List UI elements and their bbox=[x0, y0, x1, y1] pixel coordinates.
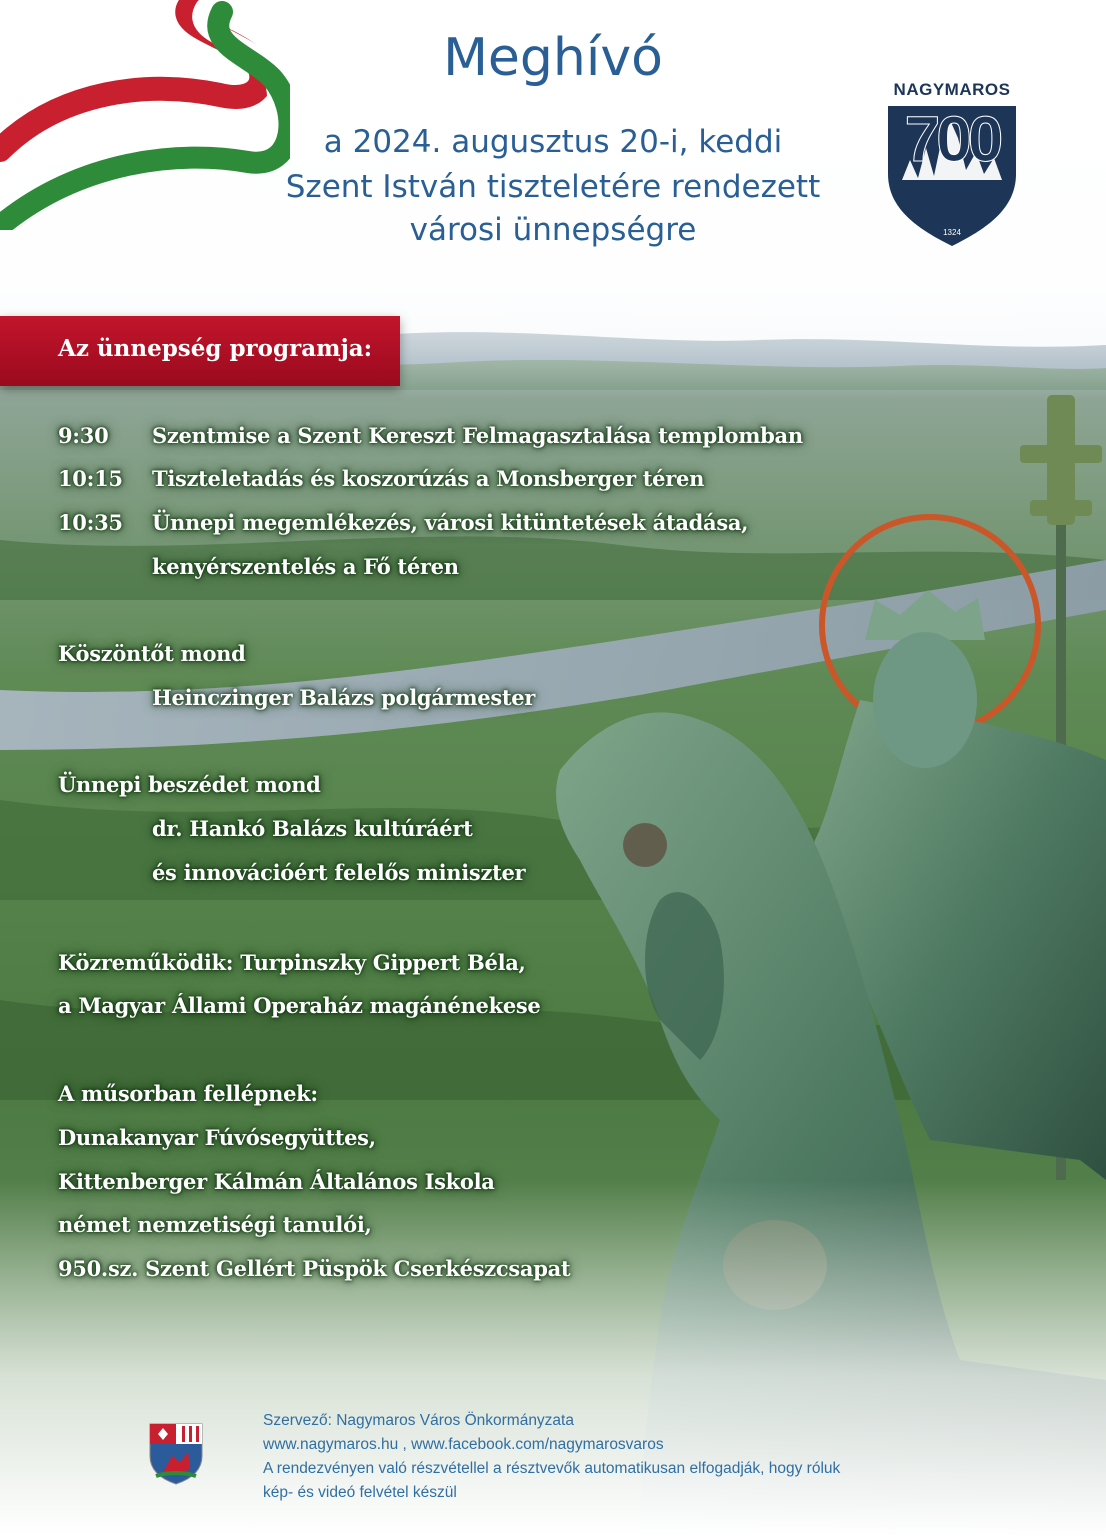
speech-person-line2: és innovációért felelős miniszter bbox=[152, 860, 526, 885]
performer-item-1: Dunakanyar Fúvósegyüttes, bbox=[58, 1125, 376, 1150]
featuring-line1: Közreműködik: Turpinszky Gippert Béla, bbox=[58, 950, 526, 975]
performer-item-4: 950.sz. Szent Gellért Püspök Cserkészcsapat bbox=[58, 1256, 571, 1281]
greeting-label: Köszöntőt mond bbox=[58, 641, 246, 666]
logo-number: 700 bbox=[904, 103, 1000, 175]
performers-label: A műsorban fellépnek: bbox=[58, 1081, 318, 1106]
logo-city-name: NAGYMAROS bbox=[893, 80, 1011, 99]
performer-item-2: Kittenberger Kálmán Általános Iskola bbox=[58, 1169, 495, 1194]
invitation-title: Meghívó bbox=[443, 28, 663, 88]
logo-year: 1324 bbox=[943, 228, 961, 237]
program-text-1: Szentmise a Szent Kereszt Felmagasztalása templomban bbox=[152, 423, 803, 448]
footer-links[interactable]: www.nagymaros.hu , www.facebook.com/nagymarosvaros bbox=[263, 1436, 664, 1453]
program-heading-banner bbox=[0, 316, 400, 386]
event-date-line: a 2024. augusztus 20-i, keddi bbox=[323, 124, 783, 160]
program-time-2: 10:15 bbox=[58, 466, 123, 491]
program-time-1: 9:30 bbox=[58, 423, 109, 448]
program-time-3: 10:35 bbox=[58, 510, 123, 535]
program-heading: Az ünnepség programja: bbox=[58, 335, 373, 362]
event-purpose-line: Szent István tiszteletére rendezett bbox=[285, 169, 821, 205]
performer-item-3: német nemzetiségi tanulói, bbox=[58, 1212, 372, 1237]
program-text-3: Ünnepi megemlékezés, városi kitüntetések átadása, bbox=[152, 510, 749, 535]
speech-person-line1: dr. Hankó Balázs kultúráért bbox=[152, 816, 473, 841]
footer-organizer: Szervező: Nagymaros Város Önkormányzata bbox=[263, 1412, 574, 1429]
greeting-person: Heinczinger Balázs polgármester bbox=[152, 685, 536, 710]
footer-notice-line1: A rendezvényen való részvétellel a résztvevők automatikusan elfogadják, hogy róluk bbox=[263, 1460, 841, 1477]
featuring-line2: a Magyar Állami Operaház magánénekese bbox=[58, 993, 541, 1018]
footer-notice-line2: kép- és videó felvétel készül bbox=[263, 1484, 457, 1501]
coat-of-arms-icon bbox=[148, 1422, 204, 1486]
program-text-3b: kenyérszentelés a Fő téren bbox=[152, 554, 459, 579]
program-text-2: Tiszteletadás és koszorúzás a Monsberger téren bbox=[152, 466, 705, 491]
speech-label: Ünnepi beszédet mond bbox=[58, 772, 321, 797]
event-type-line: városi ünnepségre bbox=[409, 212, 697, 248]
